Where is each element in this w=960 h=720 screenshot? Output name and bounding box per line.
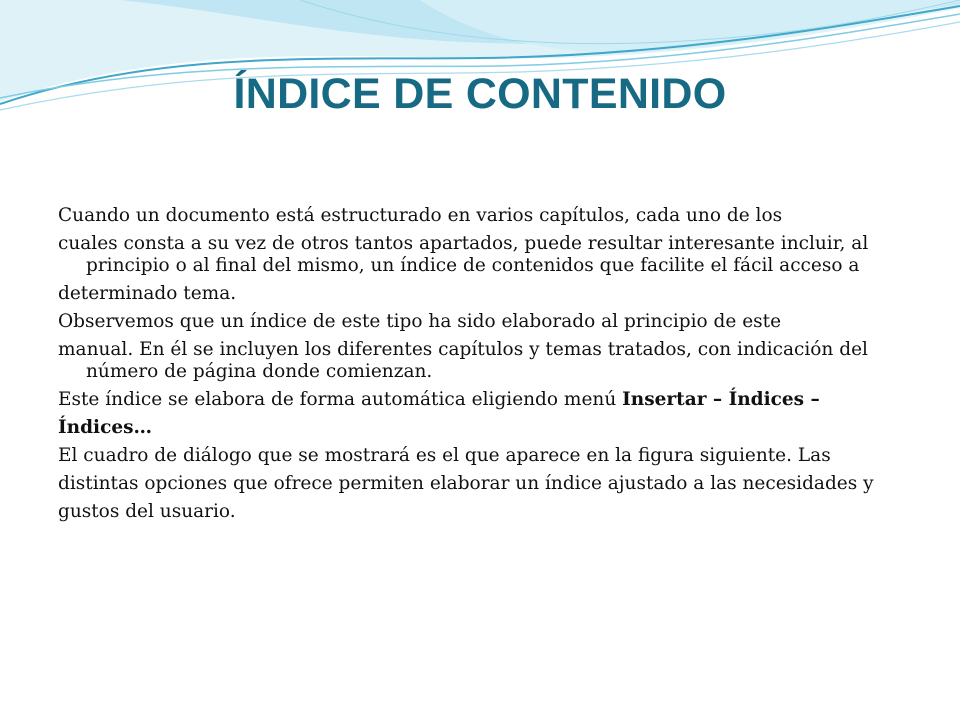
paragraph: Cuando un documento está estructurado en varios capítulos, cada uno de los	[58, 205, 783, 226]
menu-path-bold: Insertar – Índices –	[622, 389, 820, 410]
paragraph: Este índice se elabora de forma automática eligiendo menú Insertar – Índices –	[58, 389, 820, 410]
slide-title: ÍNDICE DE CONTENIDO	[233, 70, 727, 118]
paragraph: distintas opciones que ofrece permiten elaborar un índice ajustado a las necesidades y	[58, 473, 874, 494]
paragraph: manual. En él se incluyen los diferentes capítulos y temas tratados, con indicación del número de página donde comienzan.	[58, 339, 868, 382]
paragraph: determinado tema.	[58, 283, 237, 304]
paragraph: El cuadro de diálogo que se mostrará es el que aparece en la figura siguiente. Las	[58, 445, 831, 466]
menu-path-bold: Índices…	[58, 417, 153, 438]
paragraph	[58, 417, 888, 439]
body-text	[58, 205, 888, 529]
paragraph: gustos del usuario.	[58, 501, 236, 522]
paragraph: Observemos que un índice de este tipo ha sido elaborado al principio de este	[58, 311, 782, 332]
paragraph: cuales consta a su vez de otros tantos apartados, puede resultar interesante incluir, al principio o al final del mismo, un índice de contenidos que facilite el fácil acceso a	[58, 233, 869, 276]
